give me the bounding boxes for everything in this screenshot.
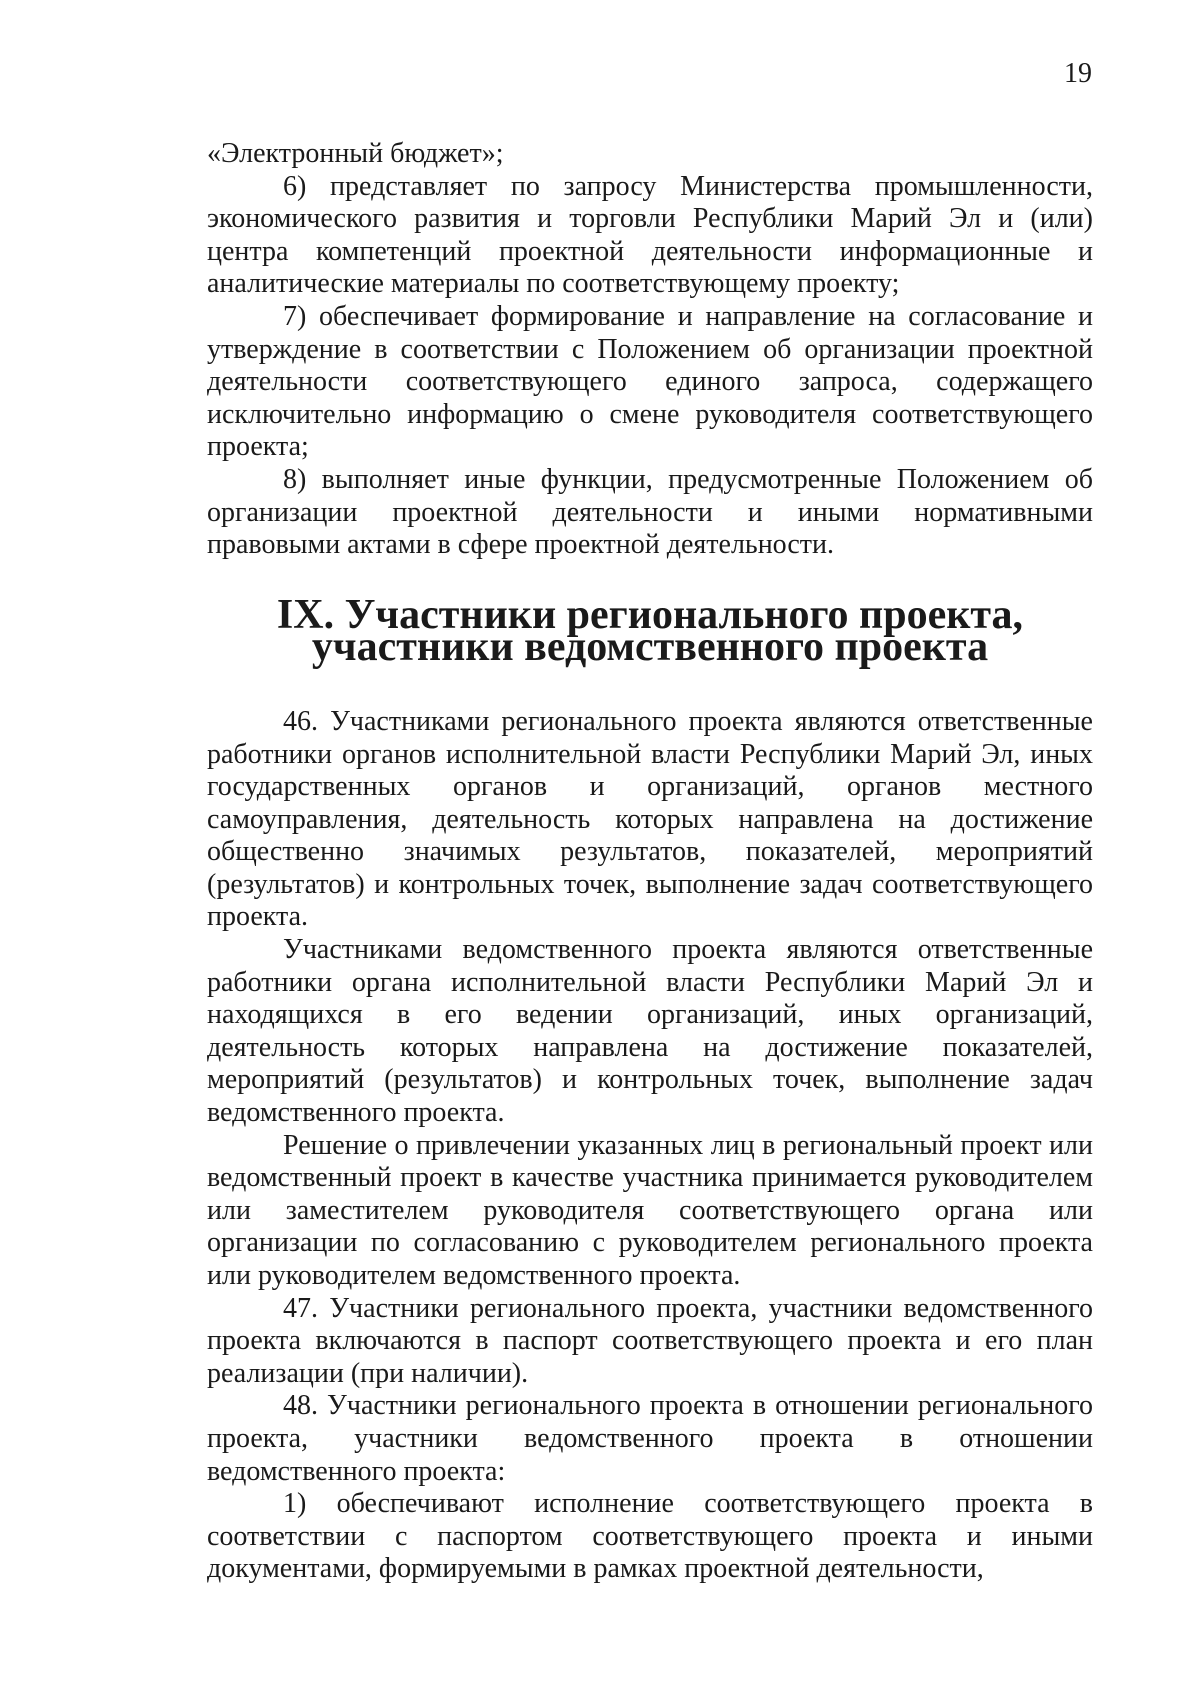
paragraph-46-departmental: Участниками ведомственного проекта являются ответственные работники органа исполнительной власти Республики Марий Эл и находящихся в его ведении организаций, иных организаций, деятельность которых направлена на достижение показателей, мероприятий (результатов) и контрольных точек, выполнение задач ведомственного проекта. [207,934,1093,1129]
paragraph-48: 48. Участники регионального проекта в отношении регионального проекта, участники ведомственного проекта в отношении ведомственного проекта: [207,1390,1093,1487]
paragraph-item-6: 6) представляет по запросу Министерства промышленности, экономического развития и торговли Республики Марий Эл и (или) центра компетенций проектной деятельности информационные и аналитические материалы по соответствующему проекту; [207,170,1093,300]
page-number: 19 [1064,58,1092,89]
paragraph-continuation: «Электронный бюджет»; [207,138,504,169]
section-heading-line-2: участники ведомственного проекта [311,624,989,671]
document-body [207,138,1093,1586]
paragraph-46-decision: Решение о привлечении указанных лиц в региональный проект или ведомственный проект в качестве участника принимается руководителем или заместителем руководителя соответствующего органа или организации по согласованию с руководителем регионального проекта или руководителем ведомственного проекта. [207,1129,1093,1291]
section-heading-line-1: IX. Участники регионального проекта, [276,591,1024,638]
paragraph-item-8: 8) выполняет иные функции, предусмотренные Положением об организации проектной деятельности и иными нормативными правовыми актами в сфере проектной деятельности. [207,463,1093,561]
paragraph-48-item-1: 1) обеспечивают исполнение соответствующего проекта в соответствии с паспортом соответствующего проекта и иными документами, формируемыми в рамках проектной деятельности, [207,1488,1093,1585]
paragraph-47: 47. Участники регионального проекта, участники ведомственного проекта включаются в паспорт соответствующего проекта и его план реализации (при наличии). [207,1292,1093,1389]
section-heading [207,562,1093,706]
paragraph-46: 46. Участниками регионального проекта являются ответственные работники органов исполнительной власти Республики Марий Эл, иных государственных органов и организаций, органов местного самоуправления, деятельность которых направлена на достижение общественно значимых результатов, показателей, мероприятий (результатов) и контрольных точек, выполнение задач соответствующего проекта. [207,705,1093,933]
paragraph-item-7: 7) обеспечивает формирование и направление на согласование и утверждение в соответствии с Положением об организации проектной деятельности соответствующего единого запроса, содержащего исключительно информацию о смене руководителя соответствующего проекта; [207,300,1093,463]
